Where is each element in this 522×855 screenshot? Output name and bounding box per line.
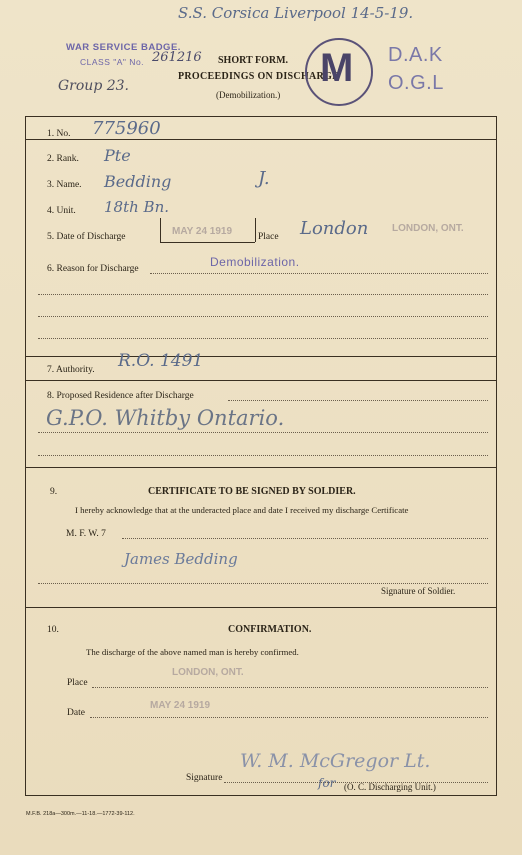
no-value: 775960 (92, 118, 161, 139)
handwritten-ship-note: S.S. Corsica Liverpool 14-5-19. (178, 4, 414, 22)
cert-mfw: M. F. W. 7 (66, 529, 106, 539)
print-code: M.F.B. 218a—300m.—11-18.—1772-39-112. (26, 811, 135, 817)
dotted-line (38, 432, 488, 433)
no-label: 1. No. (47, 129, 71, 139)
authority-label: 7. Authority. (47, 365, 95, 375)
conf-unit-label: (O. C. Discharging Unit.) (344, 782, 436, 792)
dotted-line (38, 583, 488, 584)
name-value: Bedding (104, 172, 172, 191)
form-title: PROCEEDINGS ON DISCHARGE (178, 71, 340, 82)
place-value: London (300, 218, 369, 239)
officer-signature: W. M. McGregor Lt. (240, 750, 431, 772)
conf-date-stamp: MAY 24 1919 (150, 700, 211, 711)
place-stamp: LONDON, ONT. (392, 223, 464, 234)
date-stamp: MAY 24 1919 (172, 226, 233, 237)
name-initial: J. (258, 168, 270, 189)
cert-number: 9. (50, 487, 58, 497)
unit-value: 18th Bn. (104, 198, 169, 216)
badge-stamp-line2: CLASS "A" No. (80, 57, 145, 67)
dotted-line (90, 717, 488, 718)
dotted-line (122, 538, 488, 539)
dotted-line (38, 455, 488, 456)
name-label: 3. Name. (47, 180, 82, 190)
residence-value: G.P.O. Whitby Ontario. (46, 406, 285, 430)
group-note: Group 23. (58, 78, 129, 94)
conf-number: 10. (47, 625, 59, 635)
badge-number: 261216 (152, 50, 202, 65)
soldier-signature-label: Signature of Soldier. (381, 586, 456, 596)
officer-signature-for: for (318, 776, 336, 790)
conf-place-label: Place (67, 678, 88, 688)
rank-label: 2. Rank. (47, 154, 79, 164)
row-divider (25, 467, 497, 468)
dotted-line (228, 400, 488, 401)
dotted-line (38, 316, 488, 317)
reason-label: 6. Reason for Discharge (47, 264, 139, 274)
dotted-line (150, 273, 488, 274)
dotted-line (92, 687, 488, 688)
dak-stamp: D.A.K (388, 44, 443, 66)
row-divider (25, 356, 497, 357)
unit-label: 4. Unit. (47, 206, 76, 216)
row-divider (25, 380, 497, 381)
row-divider (25, 139, 497, 140)
reason-value: Demobilization. (210, 255, 300, 269)
date-box-line (160, 242, 255, 243)
dotted-line (38, 338, 488, 339)
badge-stamp-line1: WAR SERVICE BADGE. (66, 42, 181, 53)
conf-date-label: Date (67, 708, 85, 718)
date-label: 5. Date of Discharge (47, 232, 126, 242)
stamp-letter: M (320, 46, 354, 90)
residence-label: 8. Proposed Residence after Discharge (47, 391, 194, 401)
cert-text: I hereby acknowledge that at the underacted place and date I received my discharge Certificate (75, 505, 409, 515)
row-divider (25, 607, 497, 608)
date-box-divider (160, 218, 161, 242)
conf-place-stamp: LONDON, ONT. (172, 667, 244, 678)
conf-title: CONFIRMATION. (228, 624, 312, 635)
conf-text: The discharge of the above named man is hereby confirmed. (86, 647, 299, 657)
place-label: Place (258, 232, 279, 242)
authority-value: R.O. 1491 (118, 351, 204, 371)
place-box-divider (255, 218, 256, 242)
ogl-stamp: O.G.L (388, 72, 444, 94)
soldier-signature: James Bedding (124, 550, 238, 568)
form-subtitle: (Demobilization.) (216, 90, 281, 100)
dotted-line (38, 294, 488, 295)
conf-signature-label: Signature (186, 773, 223, 783)
cert-title: CERTIFICATE TO BE SIGNED BY SOLDIER. (148, 486, 356, 497)
form-short: SHORT FORM. (218, 55, 289, 66)
rank-value: Pte (104, 146, 131, 165)
form-frame (25, 116, 497, 796)
